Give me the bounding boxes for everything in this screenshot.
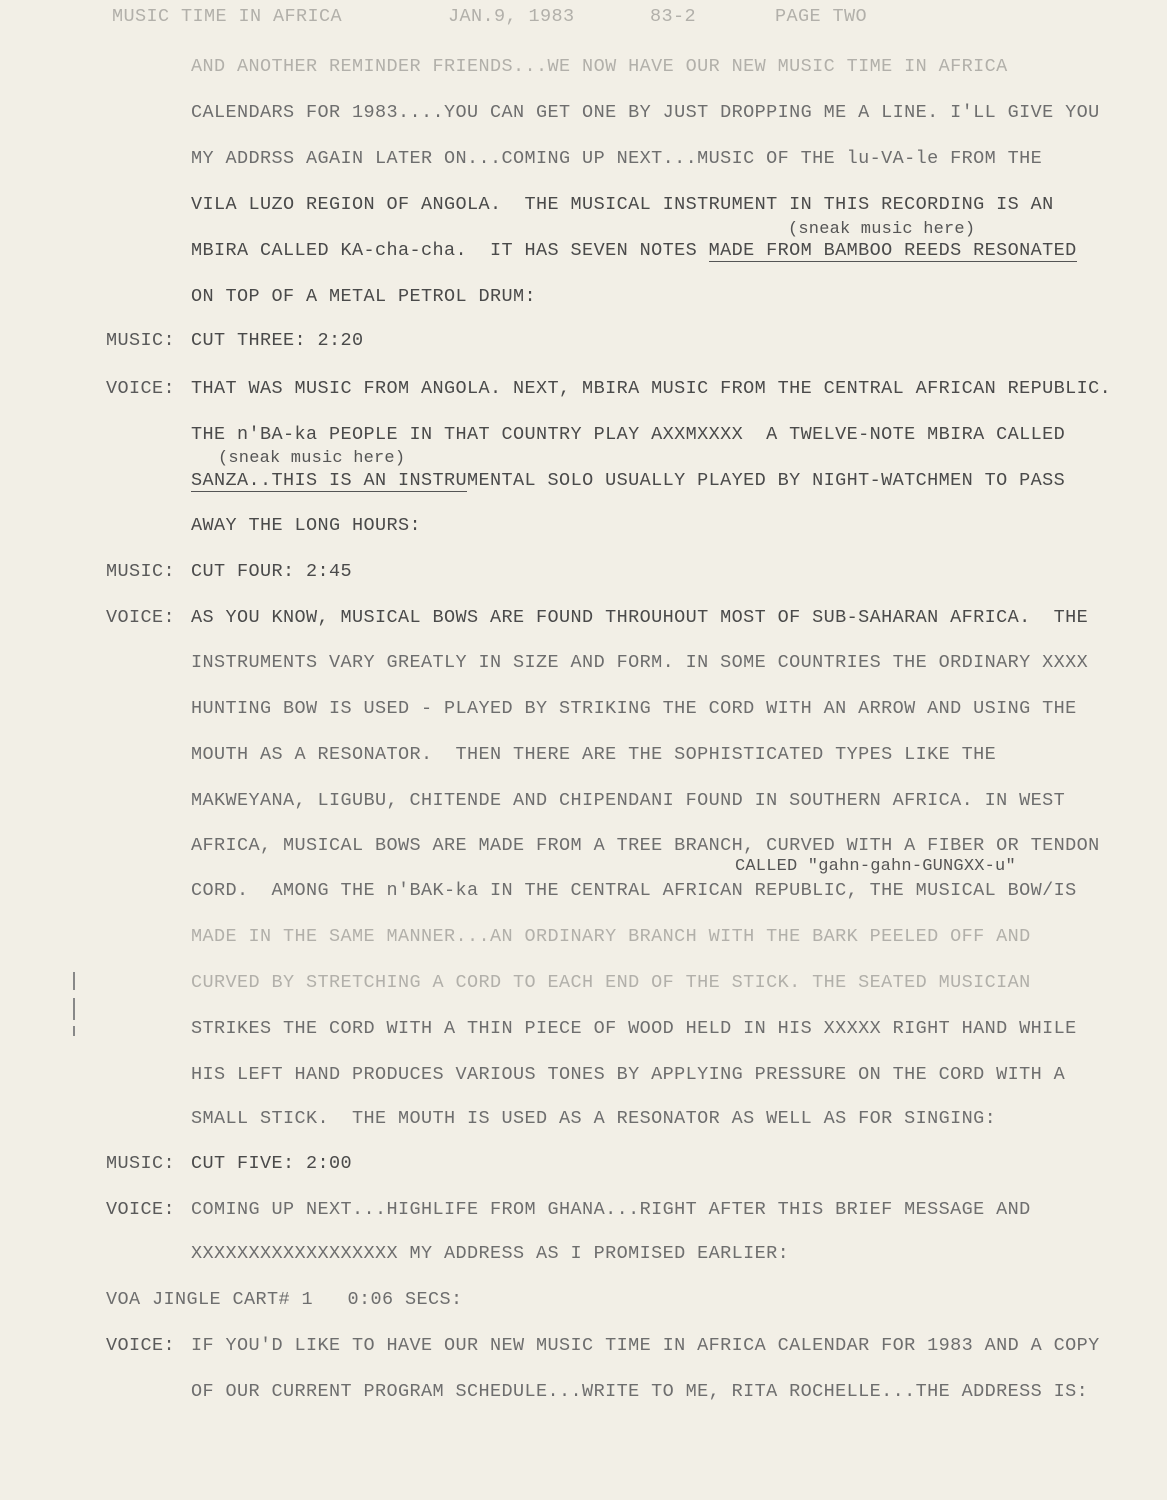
script-line: HIS LEFT HAND PRODUCES VARIOUS TONES BY APPLYING PRESSURE ON THE CORD WITH A bbox=[191, 1064, 1066, 1085]
script-line: MAKWEYANA, LIGUBU, CHITENDE AND CHIPENDANI FOUND IN SOUTHERN AFRICA. IN WEST bbox=[191, 790, 1066, 811]
cue-label-voice: VOICE: bbox=[106, 1199, 176, 1220]
script-line: IF YOU'D LIKE TO HAVE OUR NEW MUSIC TIME IN AFRICA CALENDAR FOR 1983 AND A COPY bbox=[191, 1335, 1100, 1356]
script-line: ON TOP OF A METAL PETROL DRUM: bbox=[191, 286, 537, 307]
cue-label-voice: VOICE: bbox=[106, 1335, 176, 1356]
script-line: THAT WAS MUSIC FROM ANGOLA. NEXT, MBIRA MUSIC FROM THE CENTRAL AFRICAN REPUBLIC. bbox=[191, 378, 1112, 399]
script-line: INSTRUMENTS VARY GREATLY IN SIZE AND FORM. IN SOME COUNTRIES THE ORDINARY XXXX bbox=[191, 652, 1089, 673]
cue-music-cut-three: CUT THREE: 2:20 bbox=[191, 330, 364, 351]
header-code: 83-2 bbox=[650, 6, 697, 27]
cue-music-cut-four: CUT FOUR: 2:45 bbox=[191, 561, 353, 582]
script-line: AFRICA, MUSICAL BOWS ARE MADE FROM A TREE BRANCH, CURVED WITH A FIBER OR TENDON bbox=[191, 835, 1100, 856]
cue-label-voice: VOICE: bbox=[106, 378, 176, 399]
header-page: PAGE TWO bbox=[775, 6, 868, 27]
cue-label-music: MUSIC: bbox=[106, 1153, 176, 1174]
script-line: STRIKES THE CORD WITH A THIN PIECE OF WOOD HELD IN HIS XXXXX RIGHT HAND WHILE bbox=[191, 1018, 1077, 1039]
margin-mark bbox=[73, 1026, 75, 1036]
script-line: HUNTING BOW IS USED - PLAYED BY STRIKING THE CORD WITH AN ARROW AND USING THE bbox=[191, 698, 1077, 719]
script-line: OF OUR CURRENT PROGRAM SCHEDULE...WRITE TO ME, RITA ROCHELLE...THE ADDRESS IS: bbox=[191, 1381, 1089, 1402]
script-line: SANZA..THIS IS AN INSTRUMENTAL SOLO USUALLY PLAYED BY NIGHT-WATCHMEN TO PASS bbox=[191, 470, 1066, 491]
pronunciation-note: CALLED "gahn-gahn-GUNGXX-u" bbox=[735, 857, 1016, 876]
script-line: AND ANOTHER REMINDER FRIENDS...WE NOW HAVE OUR NEW MUSIC TIME IN AFRICA bbox=[191, 56, 1008, 77]
cue-label-voice: VOICE: bbox=[106, 607, 176, 628]
cue-jingle: VOA JINGLE CART# 1 0:06 SECS: bbox=[106, 1289, 463, 1310]
script-line: MY ADDRSS AGAIN LATER ON...COMING UP NEXT...MUSIC OF THE lu-VA-le FROM THE bbox=[191, 148, 1043, 169]
sneak-music-note: (sneak music here) bbox=[788, 220, 976, 239]
script-line: MOUTH AS A RESONATOR. THEN THERE ARE THE SOPHISTICATED TYPES LIKE THE bbox=[191, 744, 997, 765]
margin-mark bbox=[73, 972, 75, 990]
script-line: MADE IN THE SAME MANNER...AN ORDINARY BRANCH WITH THE BARK PEELED OFF AND bbox=[191, 926, 1031, 947]
underlined-text: SANZA..THIS IS AN INSTRU bbox=[191, 470, 468, 491]
sneak-music-note: (sneak music here) bbox=[218, 449, 406, 468]
script-line: SMALL STICK. THE MOUTH IS USED AS A RESONATOR AS WELL AS FOR SINGING: bbox=[191, 1108, 997, 1129]
cue-music-cut-five: CUT FIVE: 2:00 bbox=[191, 1153, 353, 1174]
script-line: THE n'BA-ka PEOPLE IN THAT COUNTRY PLAY AXXMXXXX A TWELVE-NOTE MBIRA CALLED bbox=[191, 424, 1066, 445]
script-line: VILA LUZO REGION OF ANGOLA. THE MUSICAL INSTRUMENT IN THIS RECORDING IS AN bbox=[191, 194, 1054, 215]
underlined-text: MADE FROM BAMBOO REEDS RESONATED bbox=[708, 240, 1077, 261]
script-line: AWAY THE LONG HOURS: bbox=[191, 515, 422, 536]
script-line: XXXXXXXXXXXXXXXXXX MY ADDRESS AS I PROMISED EARLIER: bbox=[191, 1243, 790, 1264]
cue-label-music: MUSIC: bbox=[106, 561, 176, 582]
header-title: MUSIC TIME IN AFRICA bbox=[112, 6, 343, 27]
script-line: CURVED BY STRETCHING A CORD TO EACH END OF THE STICK. THE SEATED MUSICIAN bbox=[191, 972, 1031, 993]
header-date: JAN.9, 1983 bbox=[448, 6, 575, 27]
margin-mark bbox=[73, 998, 75, 1020]
script-line: COMING UP NEXT...HIGHLIFE FROM GHANA...RIGHT AFTER THIS BRIEF MESSAGE AND bbox=[191, 1199, 1031, 1220]
script-line: AS YOU KNOW, MUSICAL BOWS ARE FOUND THROUHOUT MOST OF SUB-SAHARAN AFRICA. THE bbox=[191, 607, 1089, 628]
cue-label-music: MUSIC: bbox=[106, 330, 176, 351]
script-line: CORD. AMONG THE n'BAK-ka IN THE CENTRAL AFRICAN REPUBLIC, THE MUSICAL BOW/IS bbox=[191, 880, 1077, 901]
script-line: CALENDARS FOR 1983....YOU CAN GET ONE BY JUST DROPPING ME A LINE. I'LL GIVE YOU bbox=[191, 102, 1100, 123]
script-line: MBIRA CALLED KA-cha-cha. IT HAS SEVEN NOTES MADE FROM BAMBOO REEDS RESONATED bbox=[191, 240, 1077, 261]
